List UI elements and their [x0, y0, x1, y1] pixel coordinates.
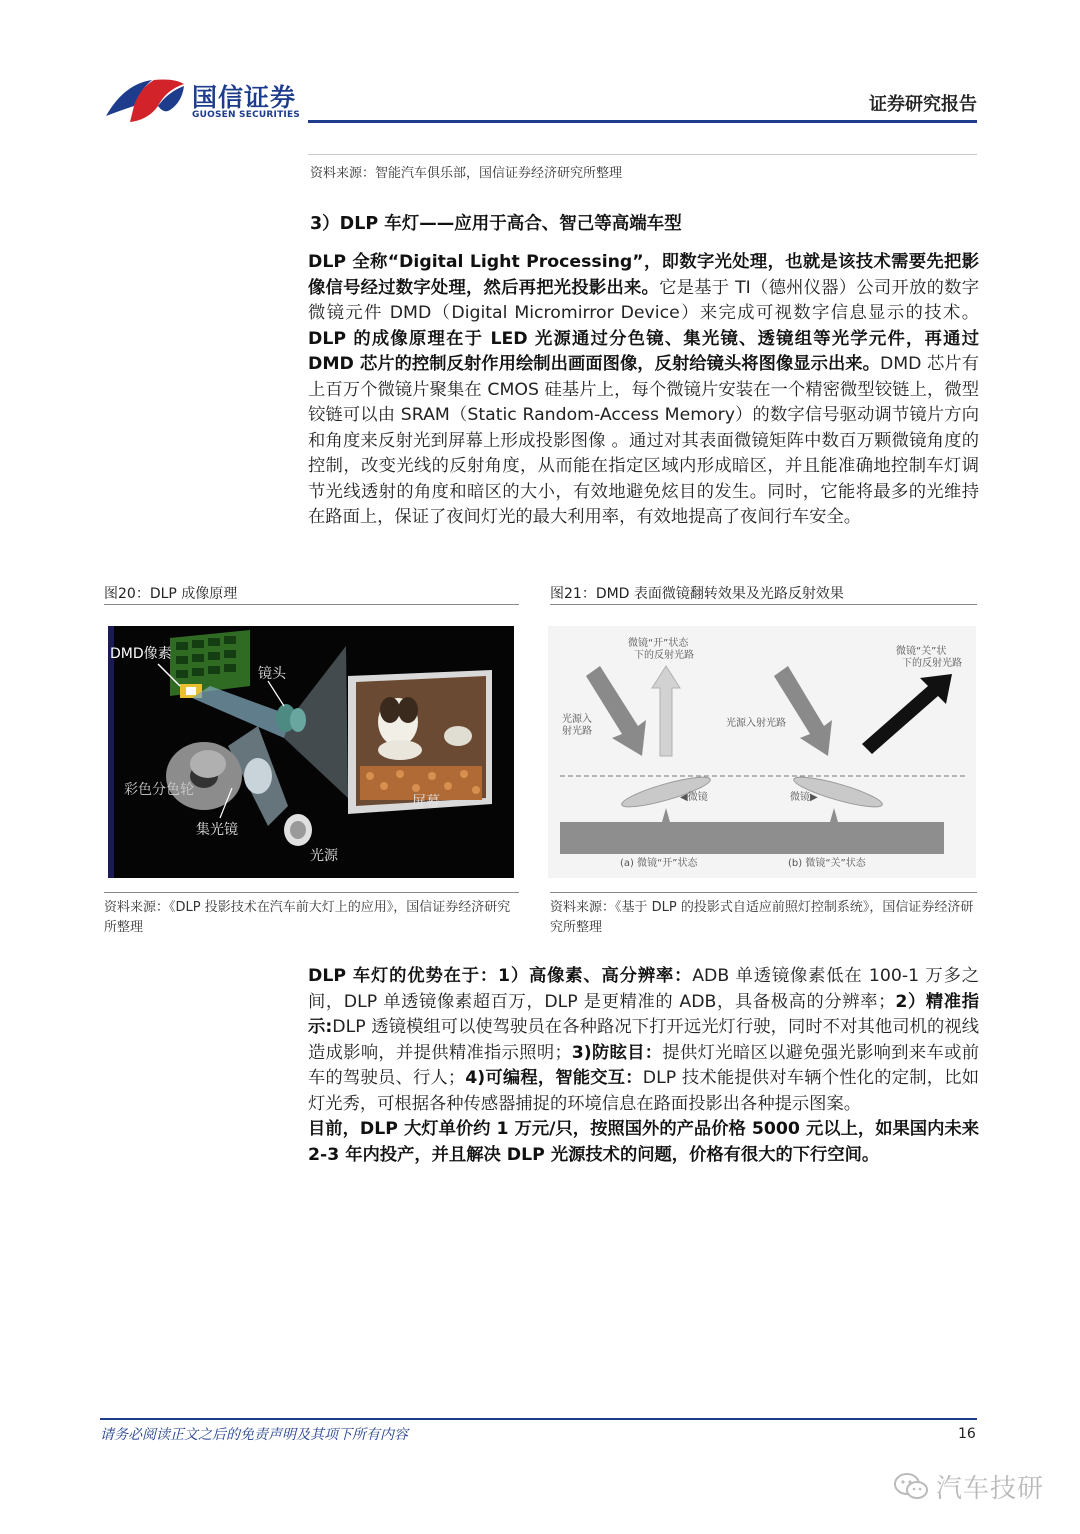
source-divider	[308, 154, 977, 155]
body-paragraph-dlp-advantages	[308, 964, 979, 1168]
figure-21-caption-rule	[550, 604, 977, 605]
figure-21-source: 资料来源：《基于 DLP 的投影式自适应前照灯控制系统》，国信证券经济研究所整理	[550, 900, 974, 935]
projection-screen	[348, 670, 492, 814]
figure-21-caption: 图21：DMD 表面微镜翻转效果及光路反射效果	[550, 586, 844, 602]
label-light-source: 光源	[310, 848, 338, 864]
body-text: ADB 单透镜像素低在 100-1 万多之间，DLP 单透镜像素超百万，DLP 是更精准的 ADB，具备极高的分辨率；	[308, 966, 979, 1012]
emphasis-text: DLP 的成像原理在于 LED 光源通过分色镜、集光镜、透镜组等光学元件，再通过 DMD 芯片的控制反射作用绘制出画面图像，反射给镜头将图像显示出来。	[308, 328, 979, 374]
emphasis-text: 4)可编程，智能交互：	[465, 1068, 643, 1088]
label-on-reflect-2: 下的反射光路	[634, 650, 694, 661]
label-state-b: (b) 微镜“关”状态	[788, 858, 866, 869]
guosen-logo-icon	[104, 76, 188, 126]
emphasis-text: 3)防眩目：	[571, 1042, 663, 1063]
figure-20-source: 资料来源：《DLP 投影技术在汽车前大灯上的应用》，国信证券经济研究所整理	[104, 900, 511, 935]
label-mirror-right: 微镜▶	[790, 792, 818, 803]
figure-21-source-rule	[550, 892, 977, 893]
label-dmd: DMD像素	[110, 646, 172, 662]
logo-wordmark-en: GUOSEN SECURITIES	[192, 110, 300, 120]
label-on-reflect-1: 微镜“开”状态	[628, 638, 689, 649]
report-type-label: 证券研究报告	[869, 94, 977, 115]
label-color-wheel: 彩色分色轮	[124, 782, 194, 798]
label-screen: 屏幕	[412, 794, 440, 810]
figure-20-source-rule	[104, 892, 519, 893]
watermark-text: 汽车技研	[936, 1474, 1045, 1504]
label-mirror-left: ◀微镜	[680, 792, 708, 803]
body-paragraph-dlp-intro	[308, 250, 979, 531]
emphasis-text: DLP 车灯的优势在于：1）高像素、高分辨率：	[308, 966, 693, 986]
emphasis-text: 目前，DLP 大灯单价约 1 万元/只，按照国外的产品价格 5000 元以上，如果国内未来 2-3 年内投产，并且解决 DLP 光源技术的问题，价格有很大的下行空间。	[308, 1119, 979, 1165]
wechat-watermark-icon	[893, 1472, 929, 1500]
label-incident-left-2: 射光路	[562, 726, 592, 737]
label-incident-right: 光源入射光路	[726, 718, 786, 729]
body-text: 它是基于 TI（德州仪器）公司开放的数字微镜元件 DMD（Digital Micromirror Device）来完成可视数字信息显示的技术。	[308, 277, 979, 323]
label-off-reflect-1: 微镜“关”状	[896, 646, 947, 657]
figure-21-micromirror-diagram	[548, 626, 976, 878]
figure-20-caption-rule	[104, 604, 519, 605]
previous-figure-source: 资料来源：智能汽车俱乐部，国信证券经济研究所整理	[310, 166, 623, 181]
label-incident-left-1: 光源入	[562, 714, 592, 725]
label-state-a: (a) 微镜“开”状态	[620, 858, 698, 869]
body-text: 提供灯光暗区以避免强光影响到来车或前车的驾驶员、行人；	[308, 1042, 979, 1088]
page-number: 16	[958, 1426, 976, 1442]
label-lens: 镜头	[258, 666, 286, 682]
label-collector-lens: 集光镜	[196, 822, 238, 838]
logo-wordmark-cn: 国信证券	[192, 83, 297, 112]
header-divider	[308, 120, 977, 123]
color-wheel-icon	[166, 742, 242, 810]
body-text: DMD 芯片有上百万个微镜片聚集在 CMOS 硅基片上，每个微镜片安装在一个精密微型铰链上，微型铰链可以由 SRAM（Static Random-Access Memory）的数字信号驱动调节镜片方向和角度来反射光到屏幕上形成投影图像 。通过对其表面微镜矩阵中数百万颗微镜角度的控制，改变光线的反射角度，从而能在指定区域内形成暗区，并且能准确地控制车灯调节光线透射的角度和暗区的大小，有效地避免炫目的发生。同时，它能将最多的光维持在路面上，保证了夜间灯光的最大利用率，有效地提高了夜间行车安全。	[308, 354, 979, 527]
body-text: DLP 技术能提供对车辆个性化的定制，比如灯光秀，可根据各种传感器捕捉的环境信息在路面投影出各种提示图案。	[308, 1068, 979, 1114]
section-heading: 3）DLP 车灯——应用于高合、智己等高端车型	[310, 214, 682, 234]
disclaimer-note: 请务必阅读正文之后的免责声明及其项下所有内容	[100, 1427, 408, 1443]
figure-20-dlp-imaging-diagram	[108, 626, 514, 878]
figure-20-caption: 图20：DLP 成像原理	[104, 586, 238, 602]
label-off-reflect-2: 下的反射光路	[902, 658, 962, 669]
emphasis-text: 2）精准指示:	[308, 991, 979, 1037]
emphasis-text: DLP 全称“Digital Light Processing”，即数字光处理，也就是该技术需要先把影像信号经过数字处理，然后再把光投影出来。	[308, 252, 979, 298]
body-text: DLP 透镜模组可以使驾驶员在各种路况下打开远光灯行驶，同时不对其他司机的视线造成影响，并提供精准指示照明；	[308, 1017, 979, 1063]
footer-divider	[100, 1418, 977, 1420]
